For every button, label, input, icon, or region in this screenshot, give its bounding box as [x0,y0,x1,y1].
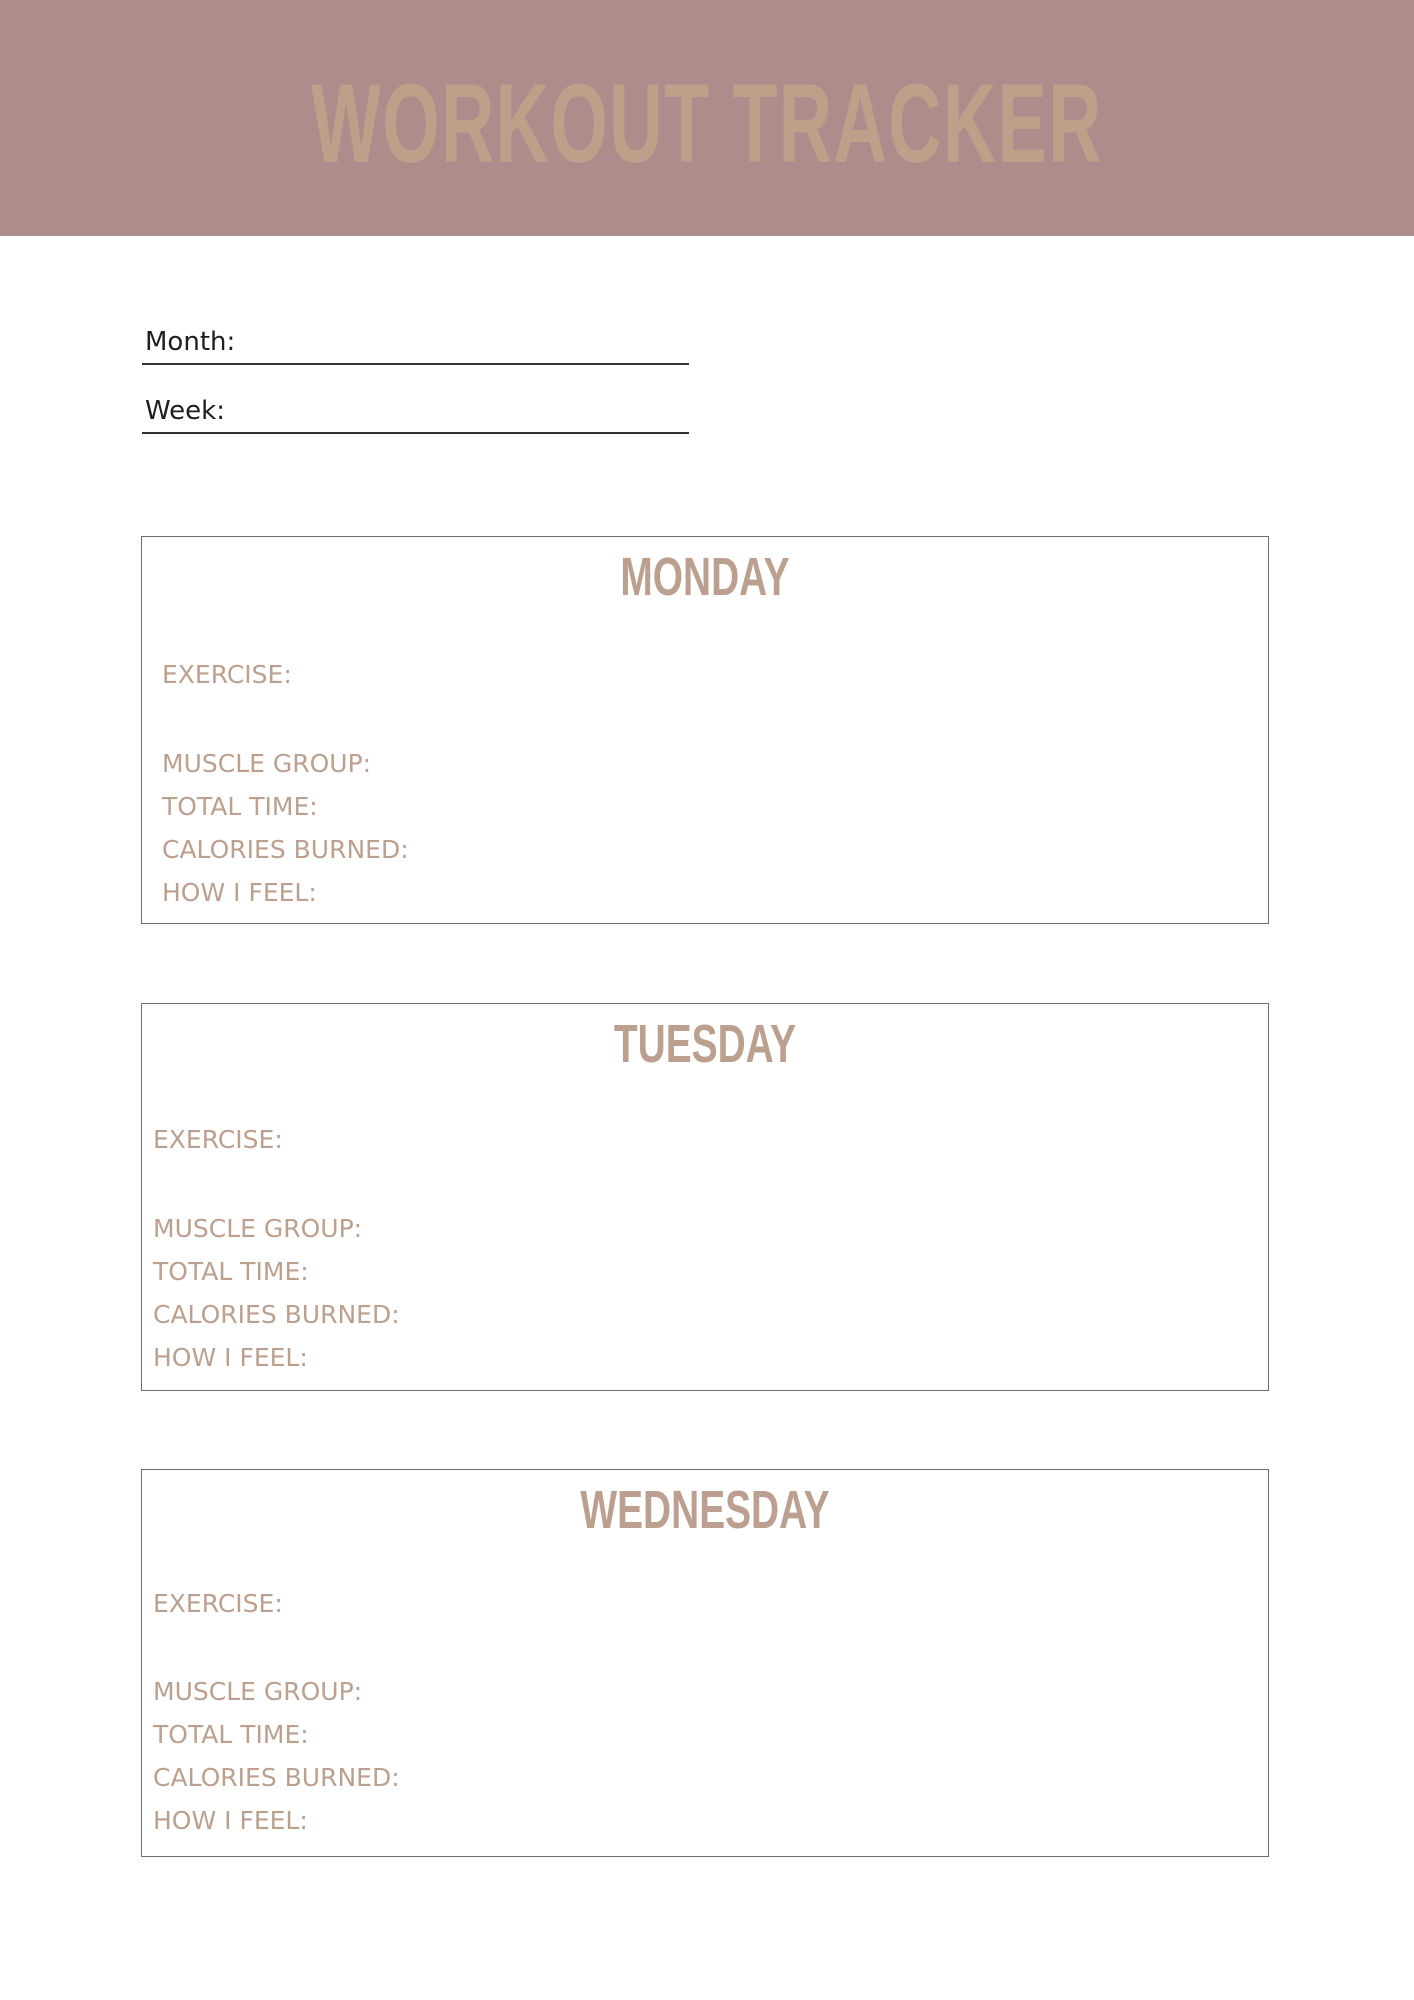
total-time-label: TOTAL TIME: [153,1257,309,1286]
total-time-label: TOTAL TIME: [153,1720,309,1749]
month-label: Month: [145,327,236,357]
total-time-label: TOTAL TIME: [162,792,318,821]
exercise-label: EXERCISE: [153,1125,283,1154]
week-label: Week: [145,396,225,426]
calories-burned-label: CALORIES BURNED: [162,835,409,864]
muscle-group-label: MUSCLE GROUP: [153,1677,363,1706]
day-title: WEDNESDAY [580,1480,830,1540]
page-title: WORKOUT TRACKER [311,61,1103,186]
exercise-label: EXERCISE: [162,660,292,689]
week-field[interactable] [142,392,689,434]
how-i-feel-label: HOW I FEEL: [153,1343,308,1372]
day-box-tuesday [141,1003,1269,1391]
muscle-group-label: MUSCLE GROUP: [153,1214,363,1243]
day-title: TUESDAY [613,1014,797,1074]
calories-burned-label: CALORIES BURNED: [153,1763,400,1792]
how-i-feel-label: HOW I FEEL: [153,1806,308,1835]
day-title: MONDAY [620,547,790,607]
how-i-feel-label: HOW I FEEL: [162,878,317,907]
day-box-wednesday [141,1469,1269,1857]
header-banner [0,0,1414,236]
exercise-label: EXERCISE: [153,1589,283,1618]
muscle-group-label: MUSCLE GROUP: [162,749,372,778]
day-box-monday [141,536,1269,924]
calories-burned-label: CALORIES BURNED: [153,1300,400,1329]
month-field[interactable] [142,323,689,365]
